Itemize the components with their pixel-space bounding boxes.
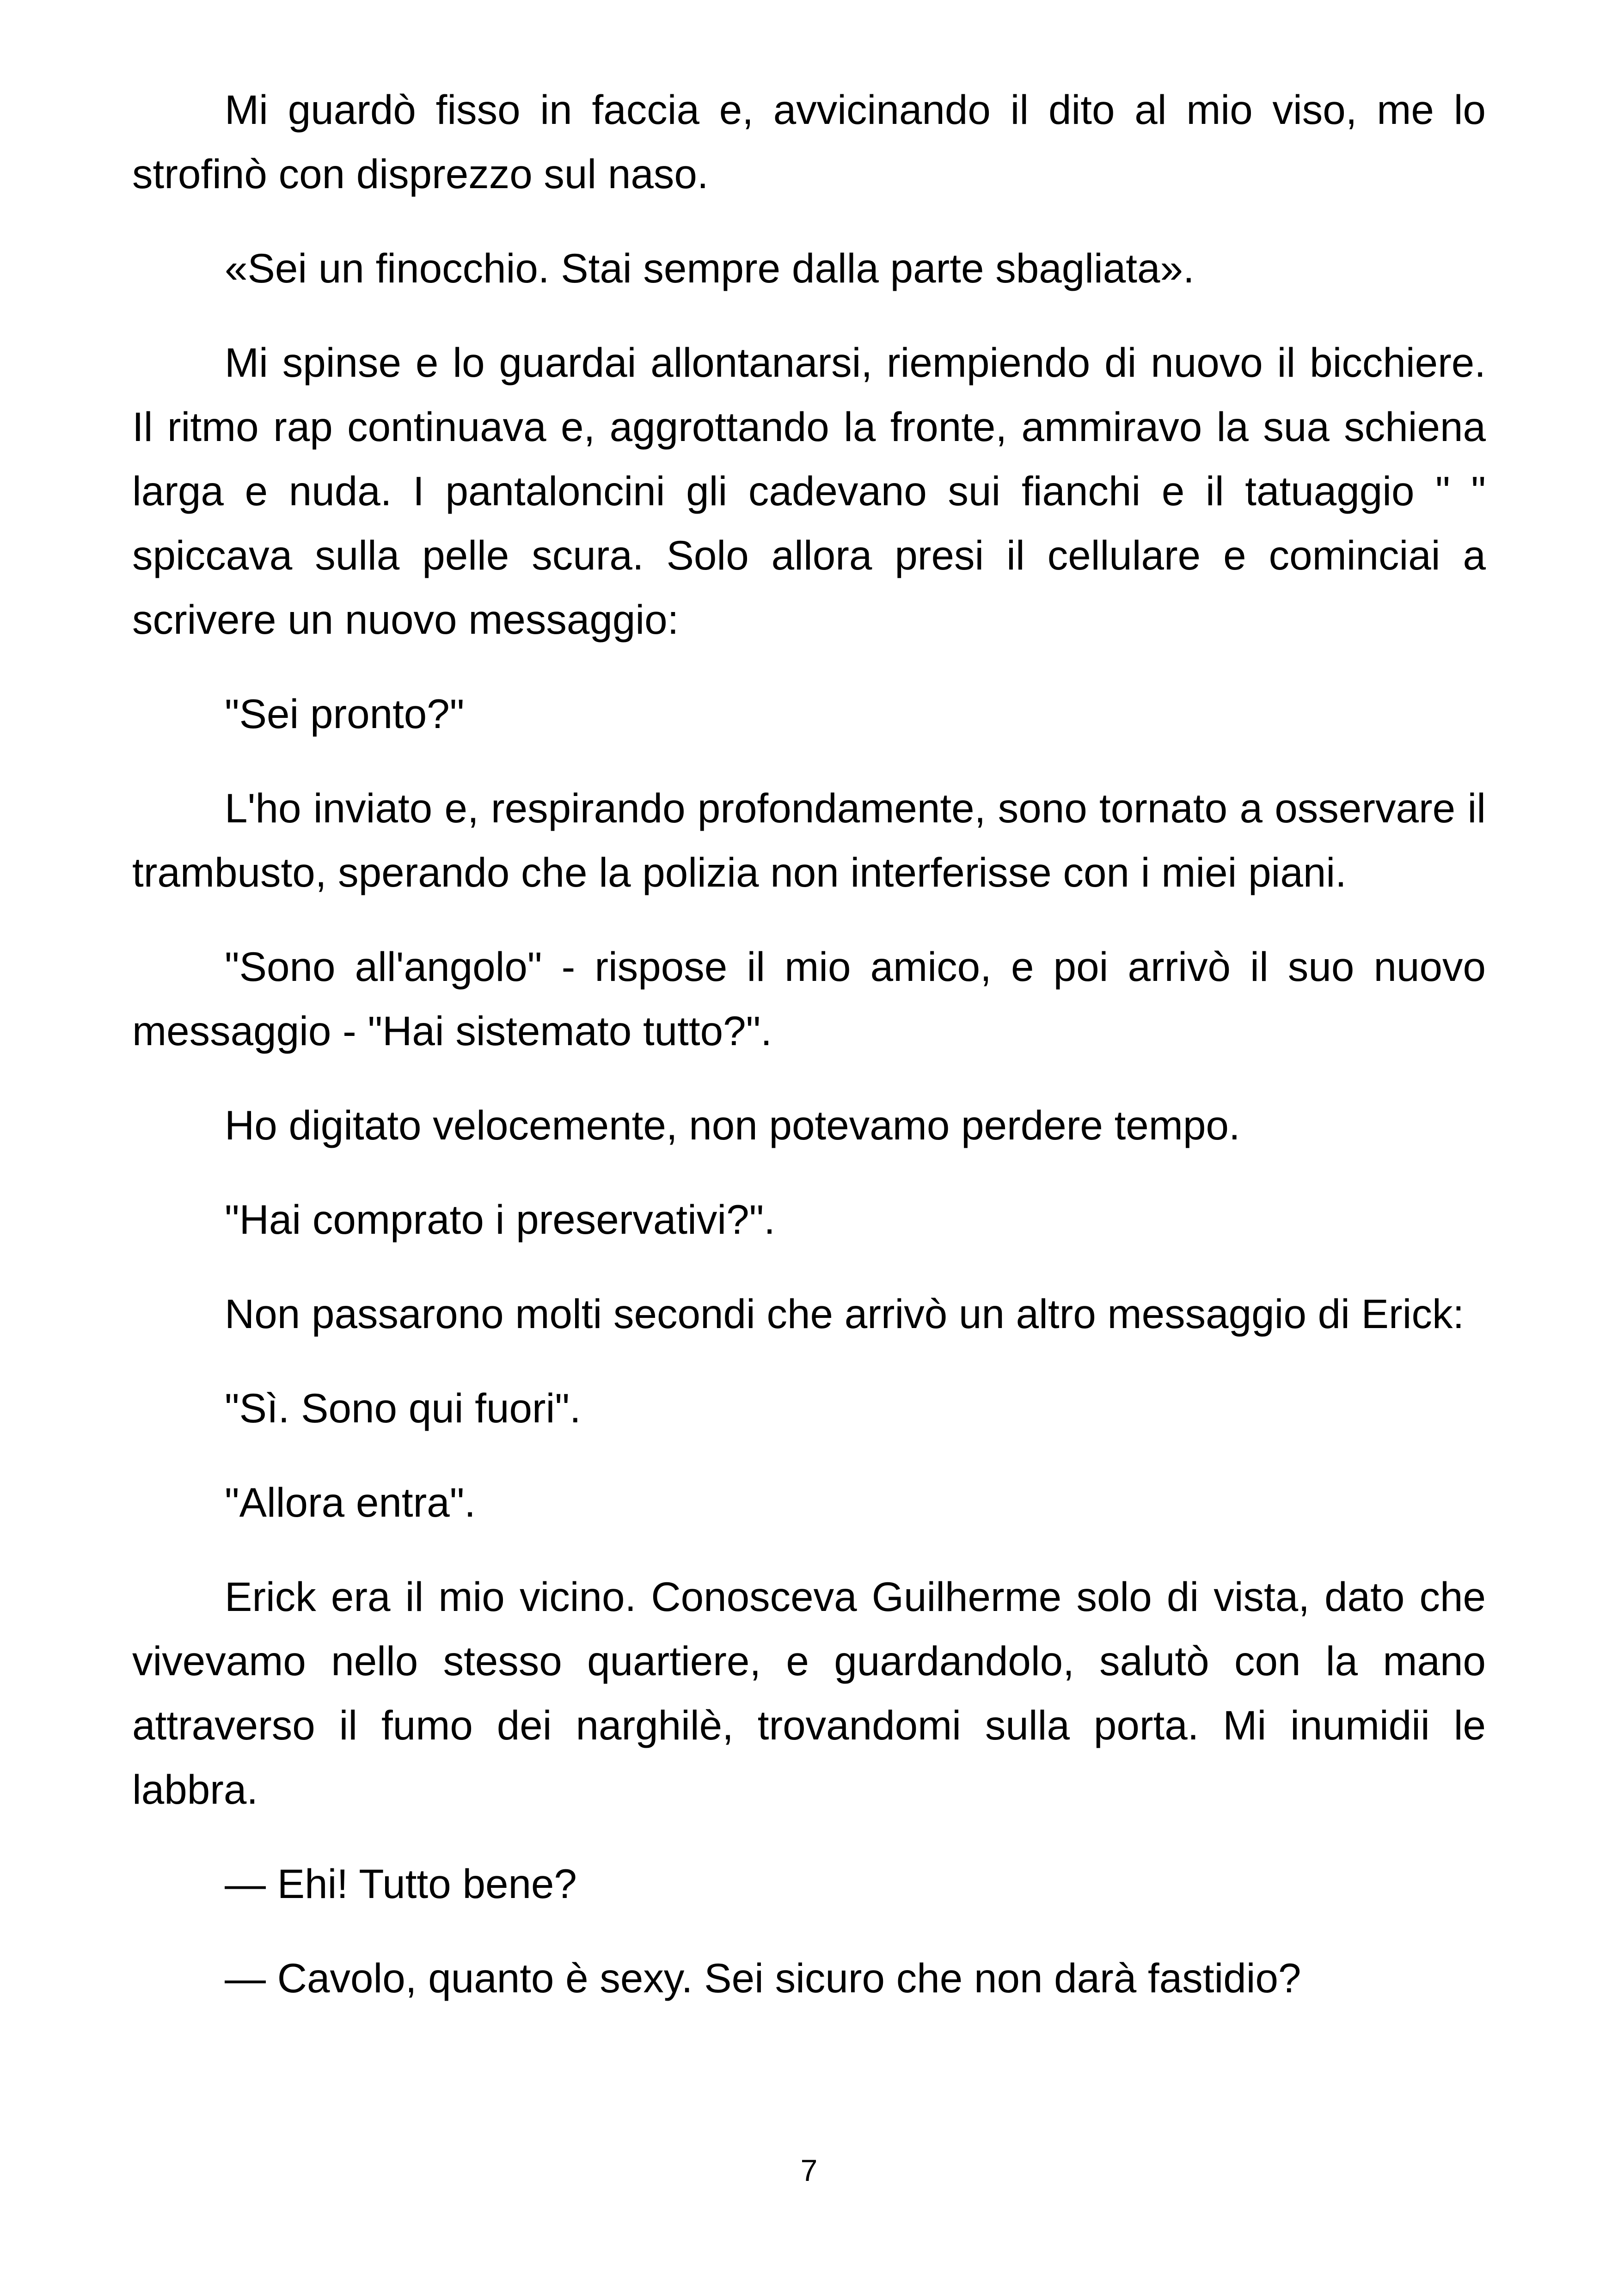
paragraph-8: "Hai comprato i preservativi?". bbox=[225, 1196, 775, 1243]
page-body bbox=[132, 78, 1486, 2040]
paragraph-3: Mi spinse e lo guardai allontanarsi, riempiendo di nuovo il bicchiere. Il ritmo rap continuava e, aggrottando la fronte, ammiravo la sua schiena larga e nuda. I pantaloncini gli cadevano sui fianchi e il tatuaggio " " spiccava sulla pelle scura. Solo allora presi il cellulare e cominciai a scrivere un nuovo messaggio: bbox=[132, 339, 1486, 643]
paragraph-6: "Sono all'angolo" - rispose il mio amico, e poi arrivò il suo nuovo messaggio - "Hai sistemato tutto?". bbox=[132, 943, 1486, 1054]
paragraph-9: Non passarono molti secondi che arrivò un altro messaggio di Erick: bbox=[225, 1291, 1465, 1337]
page-number: 7 bbox=[800, 2153, 818, 2187]
paragraph-2: «Sei un finocchio. Stai sempre dalla parte sbagliata». bbox=[225, 245, 1195, 291]
paragraph-10: "Sì. Sono qui fuori". bbox=[225, 1385, 581, 1431]
paragraph-11: "Allora entra". bbox=[225, 1479, 476, 1525]
paragraph-13: — Ehi! Tutto bene? bbox=[225, 1861, 577, 1907]
paragraph-14: — Cavolo, quanto è sexy. Sei sicuro che non darà fastidio? bbox=[225, 1955, 1301, 2001]
paragraph-1: Mi guardò fisso in faccia e, avvicinando il dito al mio viso, me lo strofinò con disprezzo sul naso. bbox=[132, 86, 1486, 197]
paragraph-4: "Sei pronto?" bbox=[225, 691, 465, 737]
paragraph-7: Ho digitato velocemente, non potevamo perdere tempo. bbox=[225, 1102, 1240, 1148]
paragraph-5: L'ho inviato e, respirando profondamente, sono tornato a osservare il trambusto, sperando che la polizia non interferisse con i miei piani. bbox=[132, 785, 1486, 895]
paragraph-12: Erick era il mio vicino. Conosceva Guilherme solo di vista, dato che vivevamo nello stesso quartiere, e guardandolo, salutò con la mano attraverso il fumo dei narghilè, trovandomi sulla porta. Mi inumidii le labbra. bbox=[132, 1574, 1486, 1812]
